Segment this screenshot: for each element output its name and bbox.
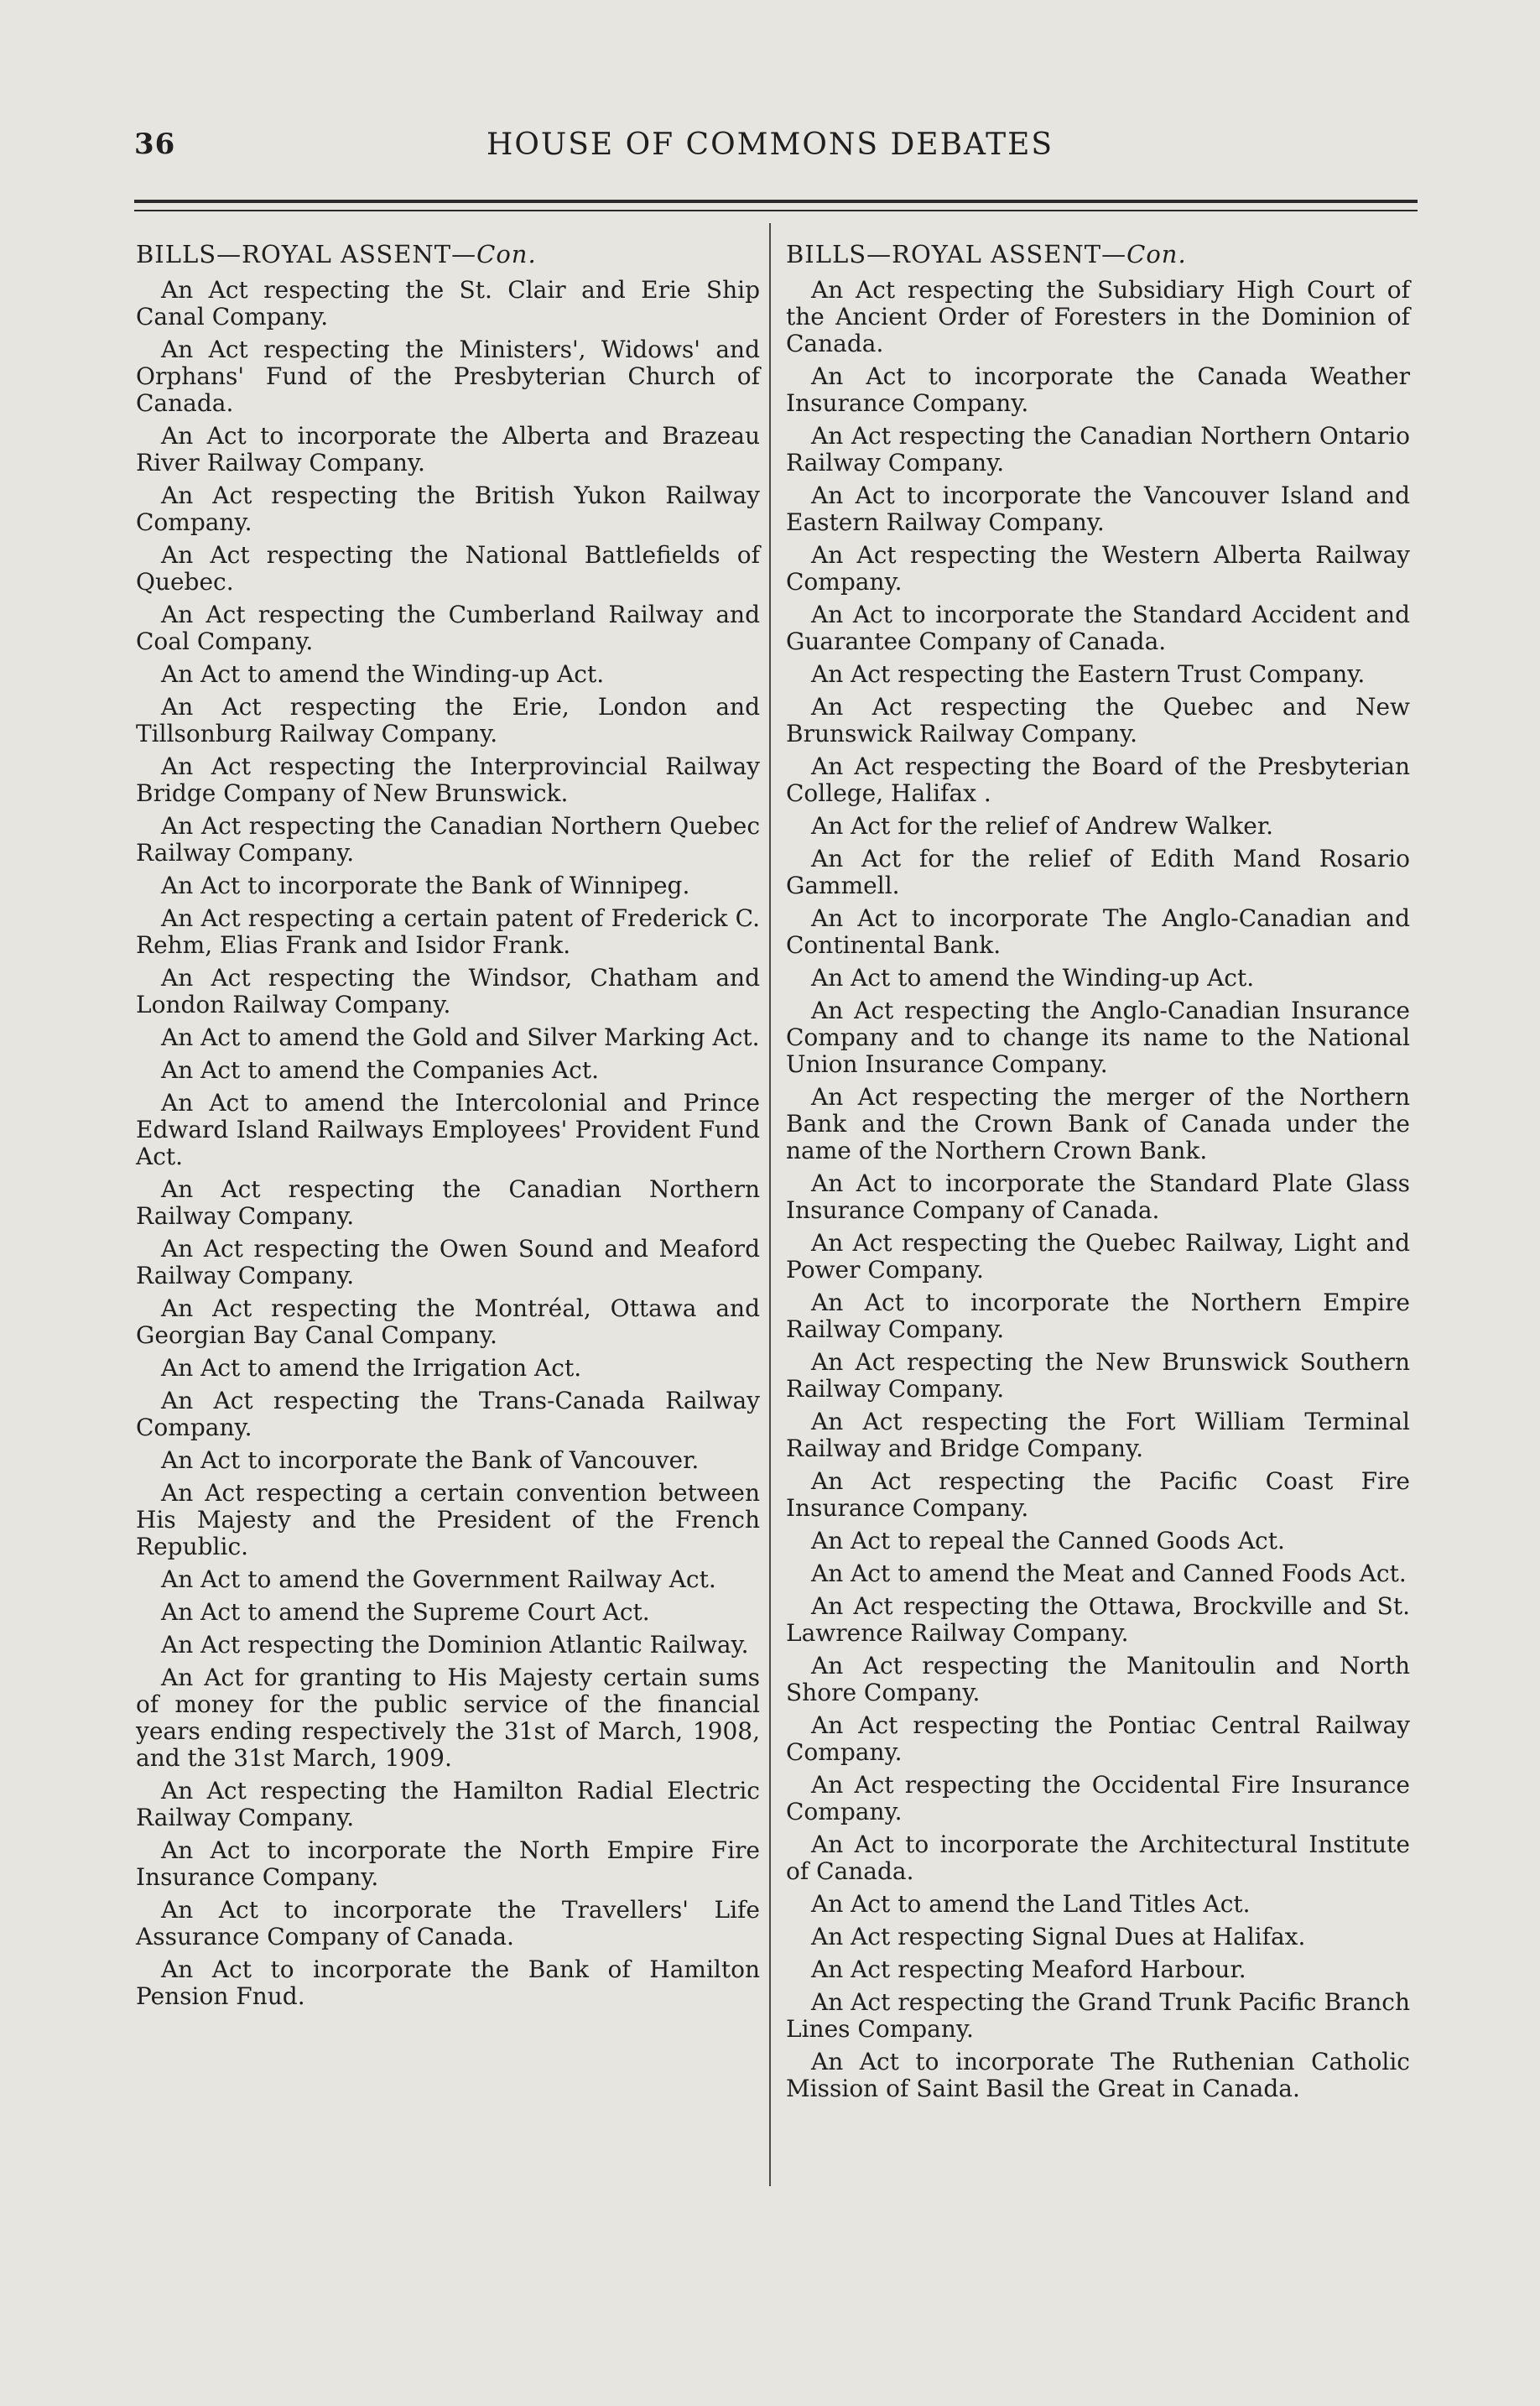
act-entry: An Act to incorporate the Bank of Winnipeg. xyxy=(161,872,690,899)
page-number: 36 xyxy=(134,128,176,161)
right-column xyxy=(786,240,1410,2108)
act-entry: An Act respecting the Subsidiary High Court of the Ancient Order of Foresters in the Dominion of Canada. xyxy=(786,276,1410,357)
act-entry: An Act respecting the Quebec and New Brunswick Railway Company. xyxy=(786,693,1410,747)
act-entry: An Act respecting the Pontiac Central Railway Company. xyxy=(786,1711,1410,1766)
act-entry: An Act respecting the Eastern Trust Company. xyxy=(811,660,1366,688)
act-entry: An Act respecting the Fort William Terminal Railway and Bridge Company. xyxy=(786,1408,1410,1462)
act-entry: An Act respecting the Board of the Presbyterian College, Halifax . xyxy=(786,753,1410,807)
act-entry: An Act to incorporate the Standard Plate Glass Insurance Company of Canada. xyxy=(786,1169,1410,1224)
act-entry: An Act respecting the St. Clair and Erie Ship Canal Company. xyxy=(136,276,760,331)
act-entry: An Act to incorporate the Bank of Vancouver. xyxy=(161,1446,700,1474)
act-entry: An Act to amend the Irrigation Act. xyxy=(161,1354,582,1382)
act-entry: An Act respecting the Erie, London and Tillsonburg Railway Company. xyxy=(136,693,760,747)
act-entry: An Act respecting the Windsor, Chatham and London Railway Company. xyxy=(136,964,760,1018)
act-entry: An Act respecting the Occidental Fire Insurance Company. xyxy=(786,1771,1410,1825)
act-entry: An Act respecting the Dominion Atlantic Railway. xyxy=(161,1631,749,1659)
act-entry: An Act to amend the Government Railway Act. xyxy=(161,1565,716,1593)
left-heading-text: BILLS—ROYAL ASSENT— xyxy=(136,240,477,268)
act-entry: An Act to incorporate the Standard Accident and Guarantee Company of Canada. xyxy=(786,601,1410,655)
act-entry: An Act respecting a certain patent of Frederick C. Rehm, Elias Frank and Isidor Frank. xyxy=(136,904,760,959)
act-entry: An Act to incorporate The Ruthenian Catholic Mission of Saint Basil the Great in Canada. xyxy=(786,2048,1410,2102)
act-entry: An Act to amend the Meat and Canned Foods Act. xyxy=(811,1560,1407,1587)
act-entry: An Act respecting the Canadian Northern Quebec Railway Company. xyxy=(136,812,760,867)
act-entry: An Act to amend the Companies Act. xyxy=(161,1056,599,1084)
act-entry: An Act to incorporate the Vancouver Island and Eastern Railway Company. xyxy=(786,482,1410,536)
act-entry: An Act to incorporate the Alberta and Brazeau River Railway Company. xyxy=(136,422,760,477)
act-entry: An Act respecting the National Battlefields of Quebec. xyxy=(136,541,760,596)
act-entry: An Act to amend the Supreme Court Act. xyxy=(161,1598,650,1626)
right-entries xyxy=(786,277,1410,2102)
act-entry: An Act respecting the Canadian Northern Railway Company. xyxy=(136,1175,760,1230)
act-entry: An Act respecting the Montréal, Ottawa and Georgian Bay Canal Company. xyxy=(136,1294,760,1349)
act-entry: An Act for the relief of Andrew Walker. xyxy=(811,812,1274,840)
act-entry: An Act respecting the British Yukon Railway Company. xyxy=(136,482,760,536)
act-entry: An Act respecting the Grand Trunk Pacific Branch Lines Company. xyxy=(786,1988,1410,2043)
left-entries xyxy=(136,277,760,2010)
header-rule-thin xyxy=(134,210,1418,211)
act-entry: An Act respecting a certain convention between His Majesty and the President of the French Republic. xyxy=(136,1479,760,1560)
act-entry: An Act respecting the New Brunswick Southern Railway Company. xyxy=(786,1348,1410,1403)
act-entry: An Act to amend the Land Titles Act. xyxy=(811,1890,1251,1918)
left-column-heading xyxy=(136,240,760,268)
header-rule-thick xyxy=(134,200,1418,203)
act-entry: An Act to incorporate the Bank of Hamilton Pension Fnud. xyxy=(136,1956,760,2010)
act-entry: An Act for granting to His Majesty certain sums of money for the public service of the financial years ending respectively the 31st of March, 1908, and the 31st March, 1909. xyxy=(136,1664,760,1772)
act-entry: An Act respecting the Manitoulin and North Shore Company. xyxy=(786,1652,1410,1706)
act-entry: An Act to amend the Intercolonial and Prince Edward Island Railways Employees' Provident Fund Act. xyxy=(136,1089,760,1170)
right-heading-suffix: Con. xyxy=(1126,240,1187,268)
act-entry: An Act respecting the Hamilton Radial Electric Railway Company. xyxy=(136,1777,760,1831)
act-entry: An Act to incorporate the Travellers' Life Assurance Company of Canada. xyxy=(136,1896,760,1950)
act-entry: An Act to amend the Winding-up Act. xyxy=(161,660,605,688)
act-entry: An Act to incorporate The Anglo-Canadian and Continental Bank. xyxy=(786,904,1410,959)
left-heading-suffix: Con. xyxy=(476,240,537,268)
act-entry: An Act respecting the Ottawa, Brockville and St. Lawrence Railway Company. xyxy=(786,1592,1410,1647)
act-entry: An Act respecting Meaford Harbour. xyxy=(811,1956,1246,1983)
act-entry: An Act respecting the Cumberland Railway and Coal Company. xyxy=(136,601,760,655)
act-entry: An Act to amend the Winding-up Act. xyxy=(811,964,1255,992)
act-entry: An Act to incorporate the Northern Empire Railway Company. xyxy=(786,1289,1410,1343)
act-entry: An Act to amend the Gold and Silver Marking Act. xyxy=(161,1023,760,1051)
act-entry: An Act respecting the Pacific Coast Fire Insurance Company. xyxy=(786,1467,1410,1522)
act-entry: An Act to incorporate the Architectural Institute of Canada. xyxy=(786,1831,1410,1885)
column-divider xyxy=(769,223,771,2186)
act-entry: An Act to incorporate the North Empire Fire Insurance Company. xyxy=(136,1836,760,1891)
act-entry: An Act respecting the Quebec Railway, Light and Power Company. xyxy=(786,1229,1410,1284)
act-entry: An Act respecting the Interprovincial Railway Bridge Company of New Brunswick. xyxy=(136,753,760,807)
act-entry: An Act respecting the merger of the Northern Bank and the Crown Bank of Canada under the name of the Northern Crown Bank. xyxy=(786,1083,1410,1164)
act-entry: An Act to incorporate the Canada Weather Insurance Company. xyxy=(786,362,1410,417)
running-title: HOUSE OF COMMONS DEBATES xyxy=(486,128,1054,162)
act-entry: An Act respecting Signal Dues at Halifax. xyxy=(811,1923,1306,1950)
act-entry: An Act respecting the Western Alberta Railway Company. xyxy=(786,541,1410,596)
act-entry: An Act respecting the Trans-Canada Railway Company. xyxy=(136,1387,760,1441)
act-entry: An Act respecting the Anglo-Canadian Insurance Company and to change its name to the National Union Insurance Company. xyxy=(786,997,1410,1078)
act-entry: An Act respecting the Ministers', Widows' and Orphans' Fund of the Presbyterian Church of Canada. xyxy=(136,336,760,417)
act-entry: An Act respecting the Canadian Northern Ontario Railway Company. xyxy=(786,422,1410,477)
act-entry: An Act for the relief of Edith Mand Rosario Gammell. xyxy=(786,845,1410,899)
act-entry: An Act respecting the Owen Sound and Meaford Railway Company. xyxy=(136,1235,760,1289)
right-heading-text: BILLS—ROYAL ASSENT— xyxy=(786,240,1127,268)
act-entry: An Act to repeal the Canned Goods Act. xyxy=(811,1527,1285,1555)
left-column xyxy=(136,240,760,2016)
right-column-heading xyxy=(786,240,1410,268)
